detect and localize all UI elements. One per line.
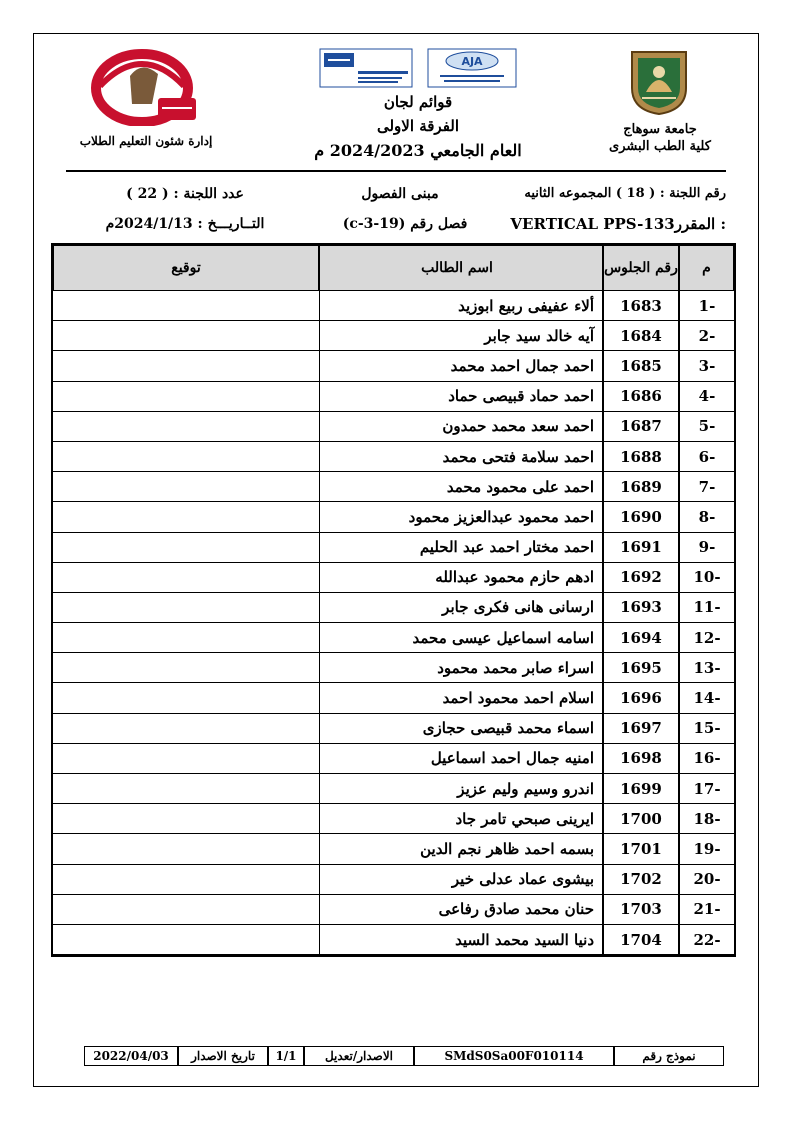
seat-number: 1692 [603, 563, 679, 593]
row-number: -16 [679, 744, 734, 774]
signature-cell [53, 502, 319, 532]
student-name: احمد جمال احمد محمد [319, 351, 603, 381]
signature-cell [53, 412, 319, 442]
signature-cell [53, 683, 319, 713]
student-name: ألاء عفيفى ربيع ابوزيد [319, 291, 603, 321]
row-number: -17 [679, 774, 734, 804]
seat-number: 1703 [603, 895, 679, 925]
row-number: -18 [679, 804, 734, 834]
signature-cell [53, 291, 319, 321]
signature-cell [53, 321, 319, 351]
header-seat-number: رقم الجلوس [603, 245, 679, 291]
seat-number: 1700 [603, 804, 679, 834]
signature-cell [53, 774, 319, 804]
row-number: -22 [679, 925, 734, 955]
signature-cell [53, 593, 319, 623]
row-number: -7 [679, 472, 734, 502]
seat-number: 1704 [603, 925, 679, 955]
edition-value: 1/1 [268, 1046, 304, 1066]
student-name: ايرينى صبحي تامر جاد [319, 804, 603, 834]
university-name: جامعة سوهاج [623, 122, 697, 137]
signature-cell [53, 472, 319, 502]
signature-cell [53, 925, 319, 955]
student-name: بسمه احمد ظاهر نجم الدين [319, 834, 603, 864]
row-number: -6 [679, 442, 734, 472]
student-name: اسامه اسماعيل عيسى محمد [319, 623, 603, 653]
row-number: -21 [679, 895, 734, 925]
table-row [53, 502, 734, 532]
table-row [53, 412, 734, 442]
table-row [53, 714, 734, 744]
seat-number: 1685 [603, 351, 679, 381]
seat-number: 1695 [603, 653, 679, 683]
row-number: -8 [679, 502, 734, 532]
signature-cell [53, 834, 319, 864]
students-table [51, 243, 736, 957]
issue-date: 2022/04/03 [84, 1046, 178, 1066]
document-title: قوائم لجان [383, 93, 453, 111]
row-number: -11 [679, 593, 734, 623]
table-row [53, 925, 734, 955]
seat-number: 1702 [603, 865, 679, 895]
seat-number: 1701 [603, 834, 679, 864]
row-number: -9 [679, 533, 734, 563]
signature-cell [53, 865, 319, 895]
seat-number: 1693 [603, 593, 679, 623]
course-line [500, 215, 726, 233]
signature-cell [53, 653, 319, 683]
edition-label: الاصدار/تعديل [304, 1046, 414, 1066]
table-row [53, 533, 734, 563]
signature-cell [53, 895, 319, 925]
signature-cell [53, 442, 319, 472]
signature-cell [53, 623, 319, 653]
seat-number: 1694 [603, 623, 679, 653]
exam-date: التــاريـــخ : 2024/1/13م [105, 216, 265, 232]
signature-cell [53, 563, 319, 593]
table-row [53, 472, 734, 502]
student-name: امنيه جمال احمد اسماعيل [319, 744, 603, 774]
student-name: احمد على محمود محمد [319, 472, 603, 502]
signature-cell [53, 351, 319, 381]
student-name: اسلام احمد محمود احمد [319, 683, 603, 713]
footer-table [84, 1046, 724, 1066]
accreditation-logos [318, 47, 518, 89]
header-student-name: اسم الطالب [319, 245, 603, 291]
seat-number: 1690 [603, 502, 679, 532]
row-number: -19 [679, 834, 734, 864]
table-row [53, 321, 734, 351]
header-no: م [679, 245, 734, 291]
seat-number: 1687 [603, 412, 679, 442]
committee-number: رقم اللجنة : ( 18 ) المجموعه الثانيه [524, 186, 726, 201]
course-label: المقرر : [674, 215, 726, 233]
header-signature: توقيع [53, 245, 319, 291]
academic-year: العام الجامعي 2024/2023 م [314, 141, 522, 160]
classroom: فصل رقم (19-3-c) [342, 216, 468, 232]
student-name: اسماء محمد قبيصى حجازى [319, 714, 603, 744]
seat-number: 1699 [603, 774, 679, 804]
university-crest-logo [628, 48, 690, 116]
seat-number: 1689 [603, 472, 679, 502]
table-row [53, 744, 734, 774]
signature-cell [53, 744, 319, 774]
department-name: إدارة شئون التعليم الطلاب [79, 134, 213, 148]
building-name: مبنى الفصول [361, 186, 439, 202]
header-divider [66, 170, 726, 172]
row-number: -3 [679, 351, 734, 381]
student-name: آيه خالد سيد جابر [319, 321, 603, 351]
form-number: SMdS0Sa00F010114 [414, 1046, 614, 1066]
row-number: -15 [679, 714, 734, 744]
table-row [53, 804, 734, 834]
faculty-name: كلية الطب البشرى [609, 139, 711, 154]
signature-cell [53, 804, 319, 834]
table-row [53, 291, 734, 321]
student-name: احمد حماد قبيصى حماد [319, 382, 603, 412]
student-name: احمد مختار احمد عبد الحليم [319, 533, 603, 563]
table-row [53, 593, 734, 623]
issue-label: تاريخ الاصدار [178, 1046, 268, 1066]
row-number: -5 [679, 412, 734, 442]
seat-number: 1691 [603, 533, 679, 563]
student-name: ارسانى هانى فكرى جابر [319, 593, 603, 623]
svg-text:AJA: AJA [461, 55, 483, 68]
table-row [53, 563, 734, 593]
table-row [53, 865, 734, 895]
year-group: الفرقة الاولى [376, 117, 460, 135]
seat-number: 1686 [603, 382, 679, 412]
row-number: -4 [679, 382, 734, 412]
student-name: احمد محمود عبدالعزيز محمود [319, 502, 603, 532]
department-logo [80, 46, 210, 126]
table-row [53, 895, 734, 925]
student-name: اسراء صابر محمد محمود [319, 653, 603, 683]
table-row [53, 623, 734, 653]
row-number: -1 [679, 291, 734, 321]
row-number: -10 [679, 563, 734, 593]
row-number: -12 [679, 623, 734, 653]
signature-cell [53, 714, 319, 744]
students-table-grid [51, 243, 736, 957]
student-name: بيشوى عماد عدلى خير [319, 865, 603, 895]
row-number: -20 [679, 865, 734, 895]
seat-number: 1688 [603, 442, 679, 472]
row-number: -13 [679, 653, 734, 683]
student-name: دنيا السيد محمد السيد [319, 925, 603, 955]
seat-number: 1684 [603, 321, 679, 351]
committee-count: عدد اللجنة : ( 22 ) [126, 186, 244, 202]
student-name: اندرو وسيم وليم عزيز [319, 774, 603, 804]
seat-number: 1697 [603, 714, 679, 744]
row-number: -14 [679, 683, 734, 713]
student-name: احمد سعد محمد حمدون [319, 412, 603, 442]
table-row [53, 683, 734, 713]
form-footer [84, 1046, 724, 1066]
student-name: ادهم حازم محمود عبدالله [319, 563, 603, 593]
signature-cell [53, 382, 319, 412]
row-number: -2 [679, 321, 734, 351]
course-code: VERTICAL PPS-133 [510, 215, 675, 233]
student-name: احمد سلامة فتحى محمد [319, 442, 603, 472]
student-name: حنان محمد صادق رفاعى [319, 895, 603, 925]
table-row [53, 653, 734, 683]
table-row [53, 382, 734, 412]
table-row [53, 442, 734, 472]
seat-number: 1696 [603, 683, 679, 713]
signature-cell [53, 533, 319, 563]
table-header-row [53, 245, 734, 291]
seat-number: 1698 [603, 744, 679, 774]
table-row [53, 774, 734, 804]
table-row [53, 351, 734, 381]
form-label: نموذج رقم [614, 1046, 724, 1066]
table-row [53, 834, 734, 864]
seat-number: 1683 [603, 291, 679, 321]
